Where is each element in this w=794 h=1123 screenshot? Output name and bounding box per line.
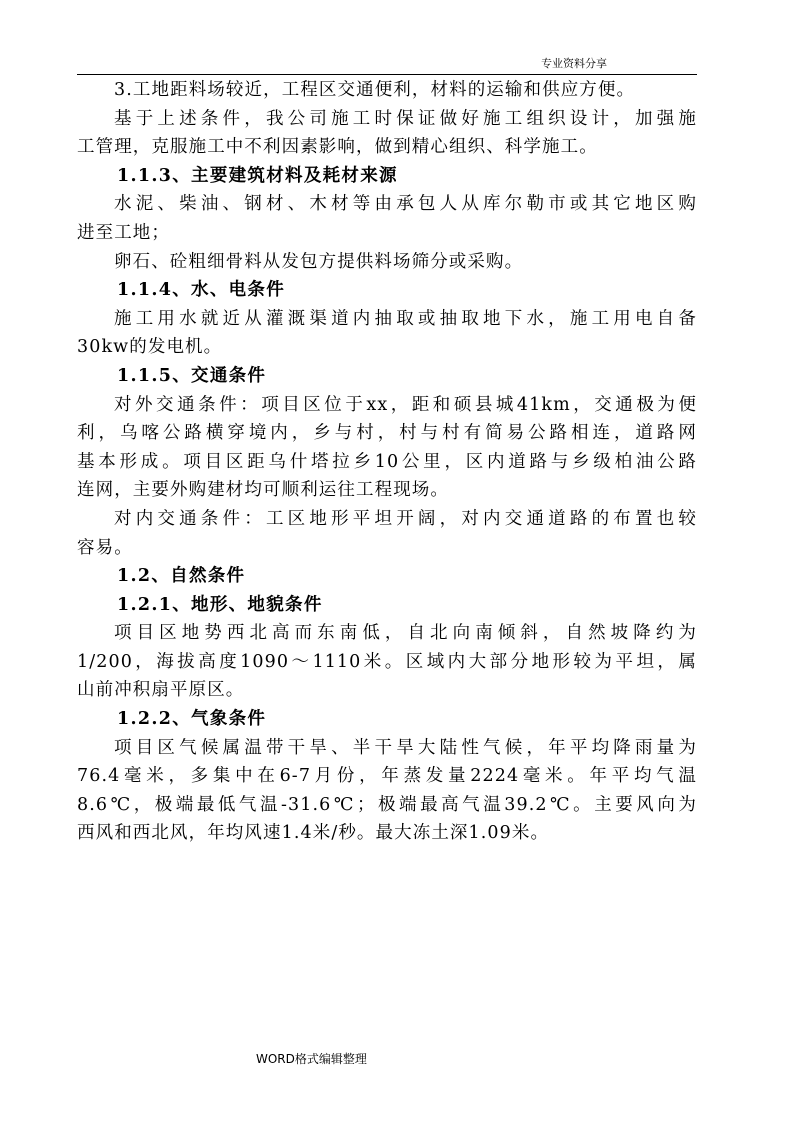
- paragraph-line: 连网，主要外购建材均可顺利运往工程现场。: [77, 480, 449, 501]
- section-heading-1-2-1: 1.2.1、地形、地貌条件: [117, 594, 323, 615]
- paragraph-line: 对外交通条件：项目区位于xx，距和硕县城41km，交通极为便: [114, 394, 697, 415]
- paragraph-line: 利，乌喀公路横穿境内，乡与村，村与村有简易公路相连，道路网: [77, 423, 697, 444]
- paragraph-line: 西风和西北风，年均风速1.4米/秒。最大冻土深1.09米。: [77, 823, 550, 844]
- paragraph-line: 基于上述条件，我公司施工时保证做好施工组织设计，加强施: [114, 108, 697, 129]
- paragraph-line: 76.4毫米，多集中在6-7月份，年蒸发量2224毫米。年平均气温: [77, 766, 697, 787]
- paragraph-line: 对内交通条件：工区地形平坦开阔，对内交通道路的布置也较: [114, 508, 697, 529]
- section-heading-1-1-4: 1.1.4、水、电条件: [117, 280, 286, 301]
- paragraph-line: 容易。: [77, 537, 133, 558]
- header-text: 专业资料分享: [541, 57, 607, 70]
- document-body: [77, 76, 697, 848]
- section-heading-1-1-5: 1.1.5、交通条件: [117, 365, 267, 386]
- paragraph-line: 30kw的发电机。: [77, 337, 223, 358]
- page-footer: WORD格式编辑整理: [256, 1052, 367, 1066]
- paragraph-line: 工管理，克服施工中不利因素影响，做到精心组织、科学施工。: [77, 137, 598, 158]
- paragraph-line: 3.工地距料场较近，工程区交通便利，材料的运输和供应方便。: [114, 80, 636, 100]
- section-heading-1-2-2: 1.2.2、气象条件: [117, 709, 267, 730]
- paragraph-line: 基本形成。项目区距乌什塔拉乡10公里，区内道路与乡级柏油公路: [77, 451, 697, 472]
- paragraph-line: 8.6℃，极端最低气温-31.6℃；极端最高气温39.2℃。主要风向为: [77, 794, 697, 815]
- page-header: [77, 56, 697, 75]
- paragraph-line: 项目区气候属温带干旱、半干旱大陆性气候，年平均降雨量为: [114, 737, 697, 758]
- paragraph-line: 山前冲积扇平原区。: [77, 680, 245, 701]
- paragraph-line: 施工用水就近从灌溉渠道内抽取或抽取地下水，施工用电自备: [114, 308, 697, 329]
- paragraph-line: 卵石、砼粗细骨料从发包方提供料场筛分或采购。: [114, 251, 524, 272]
- paragraph-line: 进至工地；: [77, 222, 170, 243]
- section-heading-1-2: 1.2、自然条件: [117, 566, 246, 587]
- section-heading-1-1-3: 1.1.3、主要建筑材料及耗材来源: [117, 165, 398, 186]
- paragraph-line: 1/200，海拔高度1090～1110米。区域内大部分地形较为平坦，属: [77, 651, 697, 672]
- paragraph-line: 项目区地势西北高而东南低，自北向南倾斜，自然坡降约为: [114, 623, 697, 644]
- paragraph-line: 水泥、柴油、钢材、木材等由承包人从库尔勒市或其它地区购: [114, 194, 697, 215]
